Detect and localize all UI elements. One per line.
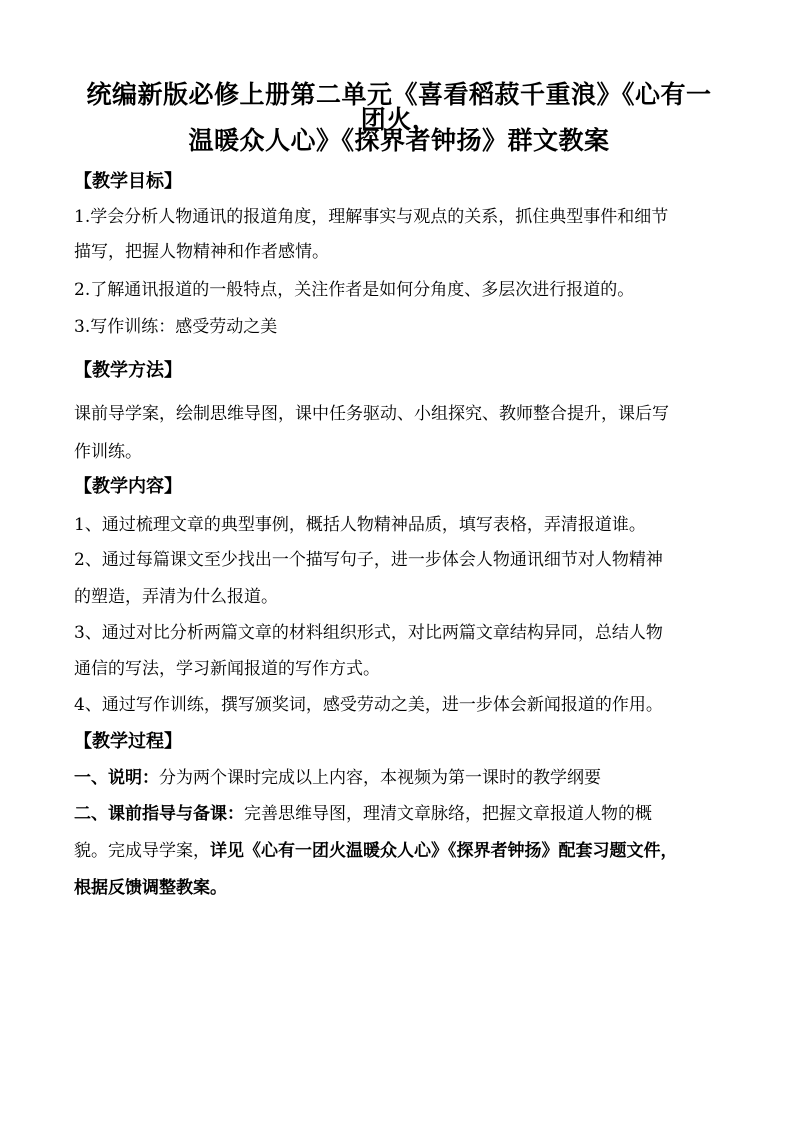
section-heading-methods: 【教学方法】 (74, 360, 182, 381)
process-item-2-line-2 (74, 843, 724, 860)
process-item-2-line-1 (74, 806, 724, 823)
process-item-2-line-2-bold: 详见《心有一团火温暖众人心》《探界者钟扬》配套习题文件， (210, 841, 678, 861)
process-item-2-line-3: 根据反馈调整教案。 (74, 878, 227, 898)
goal-item-2: 2.了解通讯报道的一般特点，关注作者是如何分角度、多层次进行报道的。 (74, 280, 635, 300)
section-heading-goals: 【教学目标】 (74, 171, 182, 192)
methods-line-1: 课前导学案，绘制思维导图，课中任务驱动、小组探究、教师整合提升，课后写 (74, 404, 669, 424)
process-item-2-text: 完善思维导图，理清文章脉络，把握文章报道人物的概 (244, 804, 652, 824)
section-heading-content: 【教学内容】 (74, 476, 182, 497)
process-item-2-label: 二、课前指导与备课： (74, 804, 244, 824)
process-item-1 (74, 770, 724, 787)
process-item-1-label: 一、说明： (74, 768, 159, 788)
content-item-3-line-2: 通信的写法，学习新闻报道的写作方式。 (74, 659, 380, 679)
content-item-2-line-2: 的塑造，弄清为什么报道。 (74, 587, 278, 607)
section-heading-process: 【教学过程】 (74, 731, 182, 752)
goal-item-1-line-2: 描写，把握人物精神和作者感情。 (74, 242, 329, 262)
content-item-2-line-1: 2、通过每篇课文至少找出一个描写句子，进一步体会人物通讯细节对人物精神 (74, 550, 663, 570)
goal-item-1-line-1: 1.学会分析人物通讯的报道角度，理解事实与观点的关系，抓住典型事件和细节 (74, 207, 669, 227)
process-item-2-line-2-plain: 貌。完成导学案， (74, 841, 210, 861)
content-item-3-line-1: 3、通过对比分析两篇文章的材料组织形式，对比两篇文章结构异同，总结人物 (74, 623, 663, 643)
content-item-4: 4、通过写作训练，撰写颁奖词，感受劳动之美，进一步体会新闻报道的作用。 (74, 695, 663, 715)
process-item-1-text: 分为两个课时完成以上内容，本视频为第一课时的教学纲要 (159, 768, 601, 788)
document-title-line-2: 温暖众人心》《探界者钟扬》群文教案 (188, 126, 610, 155)
methods-line-2: 作训练。 (74, 442, 142, 462)
content-item-1: 1、通过梳理文章的典型事例，概括人物精神品质，填写表格，弄清报道谁。 (74, 515, 646, 535)
goal-item-3: 3.写作训练：感受劳动之美 (74, 317, 278, 337)
document-title-line-1: 统编新版必修上册第二单元《喜看稻菽千重浪》《心有一团火， (86, 80, 712, 134)
